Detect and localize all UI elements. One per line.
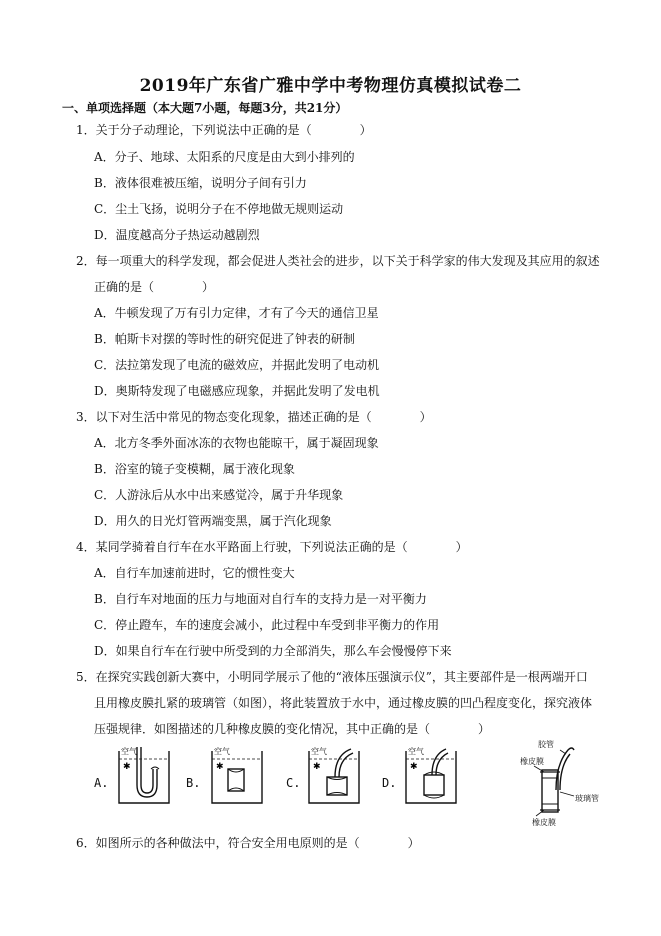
figure-glass-tube-label: 玻璃管 — [575, 794, 599, 803]
question-5-stem-line-2: 且用橡皮膜扎紧的玻璃管（如图），将此装置放于水中，通过橡皮膜的凹凸程度变化，探究液体 — [94, 696, 593, 710]
section-heading: 一、单项选择题（本大题7小题，每题3分，共21分） — [62, 101, 348, 115]
question-2-stem-line-2: 正确的是（ ） — [94, 280, 215, 294]
figure-label-c: C. — [286, 776, 301, 790]
question-2-option-b: B．帕斯卡对摆的等时性的研究促进了钟表的研制 — [94, 332, 355, 346]
figure-membrane-label-bottom: 橡皮膜 — [532, 818, 556, 827]
question-4-stem: 4．某同学骑着自行车在水平路面上行驶，下列说法正确的是（ ） — [76, 540, 468, 554]
figure-label-b: B. — [186, 776, 201, 790]
question-4-option-d: D．如果自行车在行驶中所受到的力全部消失，那么车会慢慢停下来 — [94, 644, 452, 658]
figure-device-diagram — [520, 742, 600, 824]
question-2-option-d: D．奥斯特发现了电磁感应现象，并据此发明了发电机 — [94, 384, 380, 398]
question-5-stem-line-3: 压强规律．如图描述的几种橡皮膜的变化情况，其中正确的是（ ） — [94, 722, 491, 736]
question-1-option-b: B．液体很难被压缩，说明分子间有引力 — [94, 176, 307, 190]
svg-text:✱: ✱ — [123, 762, 131, 772]
figure-membrane-label-top: 橡皮膜 — [520, 757, 544, 766]
question-1-option-c: C．尘土飞扬，说明分子在不停地做无规则运动 — [94, 202, 344, 216]
svg-text:✱: ✱ — [410, 762, 418, 772]
question-4-option-c: C．停止蹬车，车的速度会减小，此过程中车受到非平衡力的作用 — [94, 618, 440, 632]
question-1-option-d: D．温度越高分子热运动越剧烈 — [94, 228, 260, 242]
figure-a-air-label: 空气 — [121, 747, 137, 756]
question-3-option-d: D．用久的日光灯管两端变黑，属于汽化现象 — [94, 514, 332, 528]
question-4-option-a: A．自行车加速前进时，它的惯性变大 — [94, 566, 295, 580]
question-4-option-b: B．自行车对地面的压力与地面对自行车的支持力是一对平衡力 — [94, 592, 427, 606]
question-5-stem-line-1: 5．在探究实践创新大赛中，小明同学展示了他的“液体压强演示仪”，其主要部件是一根两端开口 — [76, 670, 588, 684]
figure-d-air-label: 空气 — [408, 747, 424, 756]
question-2-stem-line-1: 2．每一项重大的科学发现，都会促进人类社会的进步，以下关于科学家的伟大发现及其应用的叙述 — [76, 254, 600, 268]
figure-b-air-label: 空气 — [214, 747, 230, 756]
question-1-stem: 1．关于分子动理论，下列说法中正确的是（ ） — [76, 123, 372, 137]
question-3-stem: 3．以下对生活中常见的物态变化现象，描述正确的是（ ） — [76, 410, 432, 424]
figure-tube-label: 胶管 — [538, 740, 554, 749]
question-2-option-a: A．牛顿发现了万有引力定律，才有了今天的通信卫星 — [94, 306, 379, 320]
figure-label-d: D. — [382, 776, 397, 790]
question-3-option-a: A．北方冬季外面冰冻的衣物也能晾干，属于凝固现象 — [94, 436, 379, 450]
svg-text:✱: ✱ — [216, 762, 224, 772]
svg-text:✱: ✱ — [313, 762, 321, 772]
question-6-stem: 6．如图所示的各种做法中，符合安全用电原则的是（ ） — [76, 836, 420, 850]
question-3-option-b: B．浴室的镜子变模糊，属于液化现象 — [94, 462, 295, 476]
question-3-option-c: C．人游泳后从水中出来感觉冷，属于升华现象 — [94, 488, 344, 502]
question-2-option-c: C．法拉第发现了电流的磁效应，并据此发明了电动机 — [94, 358, 380, 372]
figure-label-a: A. — [94, 776, 109, 790]
question-1-option-a: A．分子、地球、太阳系的尺度是由大到小排列的 — [94, 150, 355, 164]
page-title: 2019年广东省广雅中学中考物理仿真模拟试卷二 — [139, 76, 522, 96]
figure-c-air-label: 空气 — [311, 747, 327, 756]
